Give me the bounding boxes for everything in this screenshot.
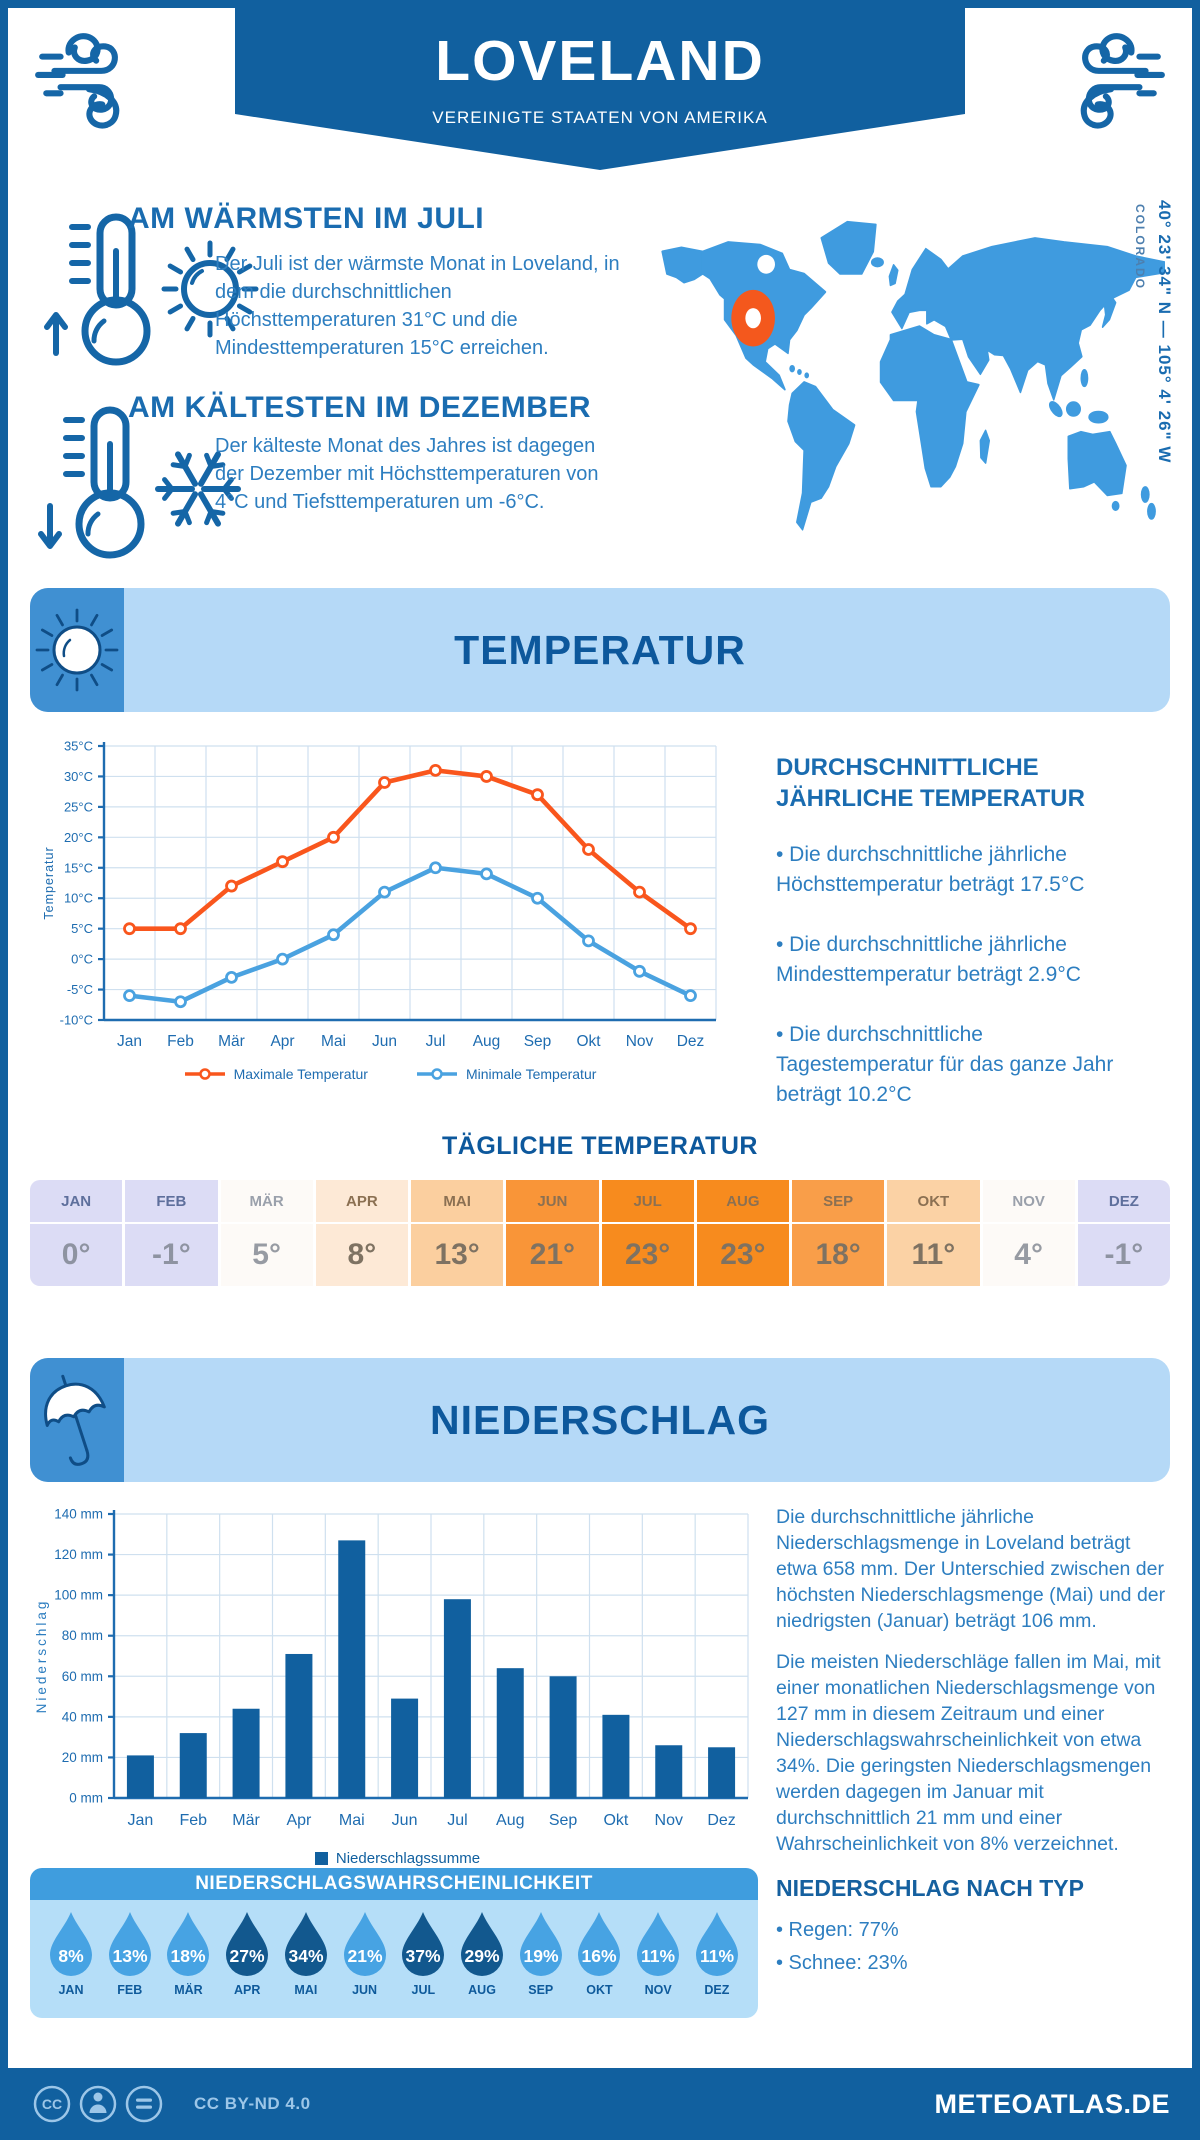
svg-text:Mär: Mär bbox=[232, 1812, 260, 1829]
precipitation-band-title: NIEDERSCHLAG bbox=[429, 1396, 771, 1443]
svg-text:Sep: Sep bbox=[523, 1033, 552, 1050]
precipitation-bar-chart bbox=[30, 1498, 765, 1848]
svg-text:Dez: Dez bbox=[676, 1033, 705, 1050]
svg-text:11%: 11% bbox=[641, 1946, 676, 1966]
equals-icon bbox=[136, 2099, 152, 2109]
daily-temp-value: 13° bbox=[411, 1224, 503, 1286]
svg-text:Aug: Aug bbox=[496, 1812, 525, 1829]
daily-temperature-table bbox=[30, 1180, 1170, 1286]
coldest-text: Der kälteste Monat des Jahres ist dagegen der Dezember mit Höchsttemperaturen von 4°C und Tiefsttemperaturen um -6°C. bbox=[215, 435, 599, 513]
svg-text:140 mm: 140 mm bbox=[54, 1506, 103, 1522]
droplet-icon bbox=[280, 1910, 332, 1980]
license-label[interactable]: CC BY-ND 4.0 bbox=[194, 2094, 311, 2113]
geo-block bbox=[1133, 200, 1174, 510]
daily-temp-cell-jan bbox=[30, 1180, 122, 1286]
svg-text:Jan: Jan bbox=[127, 1812, 154, 1829]
svg-text:16%: 16% bbox=[581, 1946, 617, 1966]
temperature-summary-title: DURCHSCHNITTLICHE JÄHRLICHE TEMPERATUR bbox=[776, 754, 1085, 812]
site-label[interactable]: METEOATLAS.DE bbox=[934, 2088, 1170, 2119]
page-subtitle: VEREINIGTE STAATEN VON AMERIKA bbox=[432, 108, 768, 127]
droplet-icon bbox=[573, 1910, 625, 1980]
precipitation-section-band bbox=[30, 1358, 1170, 1482]
wind-icon bbox=[1058, 22, 1170, 134]
precipitation-type-title: NIEDERSCHLAG NACH TYP bbox=[776, 1875, 1084, 1901]
legend-max-label: Maximale Temperatur bbox=[233, 1066, 368, 1082]
legend-item-max bbox=[184, 1066, 368, 1082]
daily-temp-value: 23° bbox=[602, 1224, 694, 1286]
svg-text:Mai: Mai bbox=[321, 1033, 346, 1050]
legend-item-min bbox=[416, 1066, 596, 1082]
droplet-month-label: FEB bbox=[117, 1983, 143, 1997]
daily-temp-cell-nov bbox=[983, 1180, 1075, 1286]
daily-month-label: APR bbox=[316, 1180, 408, 1222]
max-temp-swatch bbox=[184, 1068, 226, 1080]
region-label: COLORADO bbox=[1133, 204, 1147, 290]
svg-text:Sep: Sep bbox=[548, 1812, 578, 1829]
probability-droplets bbox=[30, 1900, 758, 2018]
daily-temp-value: 21° bbox=[506, 1224, 598, 1286]
svg-text:Nov: Nov bbox=[625, 1033, 654, 1050]
location-marker bbox=[731, 290, 775, 347]
daily-temp-cell-okt bbox=[887, 1180, 979, 1286]
precipitation-paragraph: Die meisten Niederschläge fallen im Mai, mit einer monatlichen Niederschlagsmenge von 127 mm in diesem Zeitraum und einer Niederschlagswahrscheinlichkeit von etwa 34%. Die geringsten Niederschlagsmengen werden dagegen im Januar mit durchschnittlich 21 mm und einer Wahrscheinlichkeit von 8% verzeichnet. bbox=[776, 1651, 1161, 1855]
cc-by-nd-icons bbox=[30, 2082, 180, 2126]
daily-temp-cell-mai bbox=[411, 1180, 503, 1286]
droplet-month-label: JAN bbox=[58, 1983, 84, 1997]
droplet-icon bbox=[221, 1910, 273, 1980]
daily-temp-value: 5° bbox=[221, 1224, 313, 1286]
temperature-chart-legend bbox=[40, 1066, 740, 1082]
daily-month-label: DEZ bbox=[1078, 1180, 1170, 1222]
droplet-month-label: NOV bbox=[644, 1983, 672, 1997]
droplet-month-label: MÄR bbox=[174, 1983, 203, 1997]
svg-text:5°C: 5°C bbox=[71, 921, 93, 937]
precipitation-type-snow: • Schnee: 23% bbox=[776, 1952, 908, 1974]
probability-droplet-nov bbox=[631, 1910, 685, 2018]
daily-temperature-title: TÄGLICHE TEMPERATUR bbox=[442, 1132, 758, 1160]
temperature-summary bbox=[776, 752, 1128, 1140]
min-temp-swatch bbox=[416, 1068, 458, 1080]
droplet-month-label: SEP bbox=[528, 1983, 554, 1997]
precipitation-paragraph: Die durchschnittliche jährliche Niederschlagsmenge in Loveland beträgt etwa 658 mm. Der Unterschied zwischen der höchsten Niederschlagsmenge (Mai) und der niedrigsten (Januar) beträgt 106 mm. bbox=[776, 1506, 1166, 1632]
probability-droplet-aug bbox=[455, 1910, 509, 2018]
droplet-icon bbox=[339, 1910, 391, 1980]
temperature-band-title: TEMPERATUR bbox=[454, 626, 746, 673]
svg-text:Okt: Okt bbox=[576, 1033, 601, 1050]
droplet-icon bbox=[45, 1910, 97, 1980]
svg-text:Jan: Jan bbox=[117, 1033, 142, 1050]
svg-text:Jun: Jun bbox=[372, 1033, 397, 1050]
person-icon bbox=[90, 2093, 107, 2114]
svg-text:Niederschlag: Niederschlag bbox=[34, 1598, 49, 1714]
svg-text:Aug: Aug bbox=[472, 1033, 501, 1050]
probability-droplet-jun bbox=[338, 1910, 392, 2018]
legend-precip-label: Niederschlagssumme bbox=[335, 1850, 481, 1867]
svg-text:Temperatur: Temperatur bbox=[42, 846, 56, 920]
svg-text:25°C: 25°C bbox=[63, 799, 93, 815]
daily-month-label: JUL bbox=[602, 1180, 694, 1222]
probability-droplet-apr bbox=[220, 1910, 274, 2018]
svg-text:Jul: Jul bbox=[425, 1033, 446, 1050]
droplet-icon bbox=[632, 1910, 684, 1980]
svg-text:80 mm: 80 mm bbox=[61, 1628, 103, 1644]
page-title: LOVELAND bbox=[435, 29, 765, 93]
svg-text:20 mm: 20 mm bbox=[61, 1749, 103, 1765]
svg-text:Mai: Mai bbox=[338, 1812, 365, 1829]
daily-temp-cell-jul bbox=[602, 1180, 694, 1286]
svg-text:37%: 37% bbox=[405, 1946, 441, 1966]
svg-text:-10°C: -10°C bbox=[59, 1012, 93, 1028]
probability-title: NIEDERSCHLAGSWAHRSCHEINLICHKEIT bbox=[30, 1868, 758, 1900]
precipitation-summary bbox=[776, 1504, 1176, 1980]
droplet-icon bbox=[515, 1910, 567, 1980]
daily-month-label: MÄR bbox=[221, 1180, 313, 1222]
daily-temp-cell-jun bbox=[506, 1180, 598, 1286]
daily-temp-value: 4° bbox=[983, 1224, 1075, 1286]
svg-text:Apr: Apr bbox=[286, 1812, 312, 1829]
svg-text:34%: 34% bbox=[288, 1946, 324, 1966]
svg-text:Dez: Dez bbox=[707, 1812, 736, 1829]
svg-text:120 mm: 120 mm bbox=[54, 1547, 103, 1563]
svg-text:8%: 8% bbox=[58, 1946, 84, 1966]
daily-month-label: JAN bbox=[30, 1180, 122, 1222]
precip-swatch bbox=[315, 1852, 328, 1865]
svg-text:Feb: Feb bbox=[167, 1033, 194, 1050]
daily-temp-value: -1° bbox=[125, 1224, 217, 1286]
daily-temp-cell-feb bbox=[125, 1180, 217, 1286]
droplet-icon bbox=[691, 1910, 743, 1980]
daily-temp-cell-mär bbox=[221, 1180, 313, 1286]
probability-droplet-okt bbox=[572, 1910, 626, 2018]
temperature-bullet: • Die durchschnittliche jährliche Mindesttemperatur beträgt 2.9°C bbox=[776, 933, 1081, 986]
daily-temp-cell-apr bbox=[316, 1180, 408, 1286]
footer-bar bbox=[0, 2068, 1200, 2140]
temperature-bullet: • Die durchschnittliche jährliche Höchsttemperatur beträgt 17.5°C bbox=[776, 843, 1085, 896]
probability-droplet-jan bbox=[44, 1910, 98, 2018]
warmest-heading: AM WÄRMSTEN IM JULI bbox=[128, 202, 485, 235]
svg-text:0°C: 0°C bbox=[71, 951, 93, 967]
daily-temp-value: 11° bbox=[887, 1224, 979, 1286]
daily-month-label: AUG bbox=[697, 1180, 789, 1222]
precipitation-chart-legend bbox=[30, 1850, 765, 1867]
daily-temp-value: 23° bbox=[697, 1224, 789, 1286]
droplet-month-label: AUG bbox=[468, 1983, 496, 1997]
svg-text:Feb: Feb bbox=[179, 1812, 208, 1829]
legend-item-precip bbox=[315, 1850, 480, 1867]
svg-text:Okt: Okt bbox=[603, 1812, 629, 1829]
droplet-month-label: JUN bbox=[352, 1983, 378, 1997]
coordinates-label: 40° 23' 34" N — 105° 4' 26" W bbox=[1155, 200, 1174, 464]
svg-text:20°C: 20°C bbox=[63, 829, 93, 845]
warmest-text: Der Juli ist der wärmste Monat in Loveland, in dem die durchschnittlichen Höchsttemperaturen 31°C und die Mindesttemperaturen 15°C erreichen. bbox=[215, 253, 620, 359]
probability-droplet-mai bbox=[279, 1910, 333, 2018]
daily-temp-value: 0° bbox=[30, 1224, 122, 1286]
droplet-month-label: DEZ bbox=[704, 1983, 730, 1997]
svg-text:Apr: Apr bbox=[270, 1033, 295, 1050]
svg-text:35°C: 35°C bbox=[63, 738, 93, 754]
svg-text:60 mm: 60 mm bbox=[61, 1668, 103, 1684]
droplet-month-label: JUL bbox=[411, 1983, 436, 1997]
droplet-icon bbox=[456, 1910, 508, 1980]
probability-droplet-mär bbox=[161, 1910, 215, 2018]
probability-droplet-feb bbox=[103, 1910, 157, 2018]
legend-min-label: Minimale Temperatur bbox=[465, 1066, 597, 1082]
daily-temp-cell-aug bbox=[697, 1180, 789, 1286]
svg-text:40 mm: 40 mm bbox=[61, 1709, 103, 1725]
svg-text:100 mm: 100 mm bbox=[54, 1587, 103, 1603]
coldest-heading: AM KÄLTESTEN IM DEZEMBER bbox=[128, 391, 592, 424]
probability-droplet-jul bbox=[396, 1910, 450, 2018]
svg-text:0 mm: 0 mm bbox=[69, 1790, 103, 1806]
svg-text:Mär: Mär bbox=[218, 1033, 245, 1050]
temperature-bullet: • Die durchschnittliche Tagestemperatur für das ganze Jahr beträgt 10.2°C bbox=[776, 1023, 1114, 1106]
probability-droplet-dez bbox=[690, 1910, 744, 2018]
droplet-month-label: MAI bbox=[294, 1983, 318, 1997]
droplet-icon bbox=[162, 1910, 214, 1980]
svg-text:Jun: Jun bbox=[391, 1812, 418, 1829]
svg-text:27%: 27% bbox=[229, 1946, 265, 1966]
svg-text:21%: 21% bbox=[347, 1946, 383, 1966]
svg-text:Nov: Nov bbox=[654, 1812, 683, 1829]
svg-text:11%: 11% bbox=[699, 1946, 734, 1966]
svg-text:18%: 18% bbox=[170, 1946, 206, 1966]
daily-month-label: NOV bbox=[983, 1180, 1075, 1222]
cc-icon: CC bbox=[41, 2096, 63, 2112]
svg-text:30°C: 30°C bbox=[63, 768, 93, 784]
daily-temp-value: -1° bbox=[1078, 1224, 1170, 1286]
license-block[interactable] bbox=[30, 2082, 311, 2126]
precipitation-probability-panel bbox=[30, 1868, 758, 2018]
droplet-month-label: OKT bbox=[586, 1983, 613, 1997]
temperature-section-band bbox=[30, 588, 1170, 712]
svg-text:15°C: 15°C bbox=[63, 860, 93, 876]
world-map bbox=[645, 195, 1165, 545]
precipitation-type-rain: • Regen: 77% bbox=[776, 1919, 899, 1941]
daily-month-label: JUN bbox=[506, 1180, 598, 1222]
wind-icon bbox=[30, 22, 142, 134]
droplet-icon bbox=[104, 1910, 156, 1980]
probability-droplet-sep bbox=[514, 1910, 568, 2018]
svg-text:10°C: 10°C bbox=[63, 890, 93, 906]
temperature-line-chart bbox=[40, 730, 740, 1090]
daily-temp-value: 8° bbox=[316, 1224, 408, 1286]
svg-text:-5°C: -5°C bbox=[66, 982, 93, 998]
daily-month-label: FEB bbox=[125, 1180, 217, 1222]
daily-temp-cell-sep bbox=[792, 1180, 884, 1286]
daily-month-label: MAI bbox=[411, 1180, 503, 1222]
droplet-month-label: APR bbox=[233, 1983, 261, 1997]
svg-text:13%: 13% bbox=[112, 1946, 148, 1966]
daily-month-label: OKT bbox=[887, 1180, 979, 1222]
svg-text:Jul: Jul bbox=[447, 1812, 468, 1829]
daily-month-label: SEP bbox=[792, 1180, 884, 1222]
daily-temp-value: 18° bbox=[792, 1224, 884, 1286]
droplet-icon bbox=[397, 1910, 449, 1980]
svg-text:19%: 19% bbox=[523, 1946, 559, 1966]
svg-text:29%: 29% bbox=[464, 1946, 500, 1966]
daily-temp-cell-dez bbox=[1078, 1180, 1170, 1286]
